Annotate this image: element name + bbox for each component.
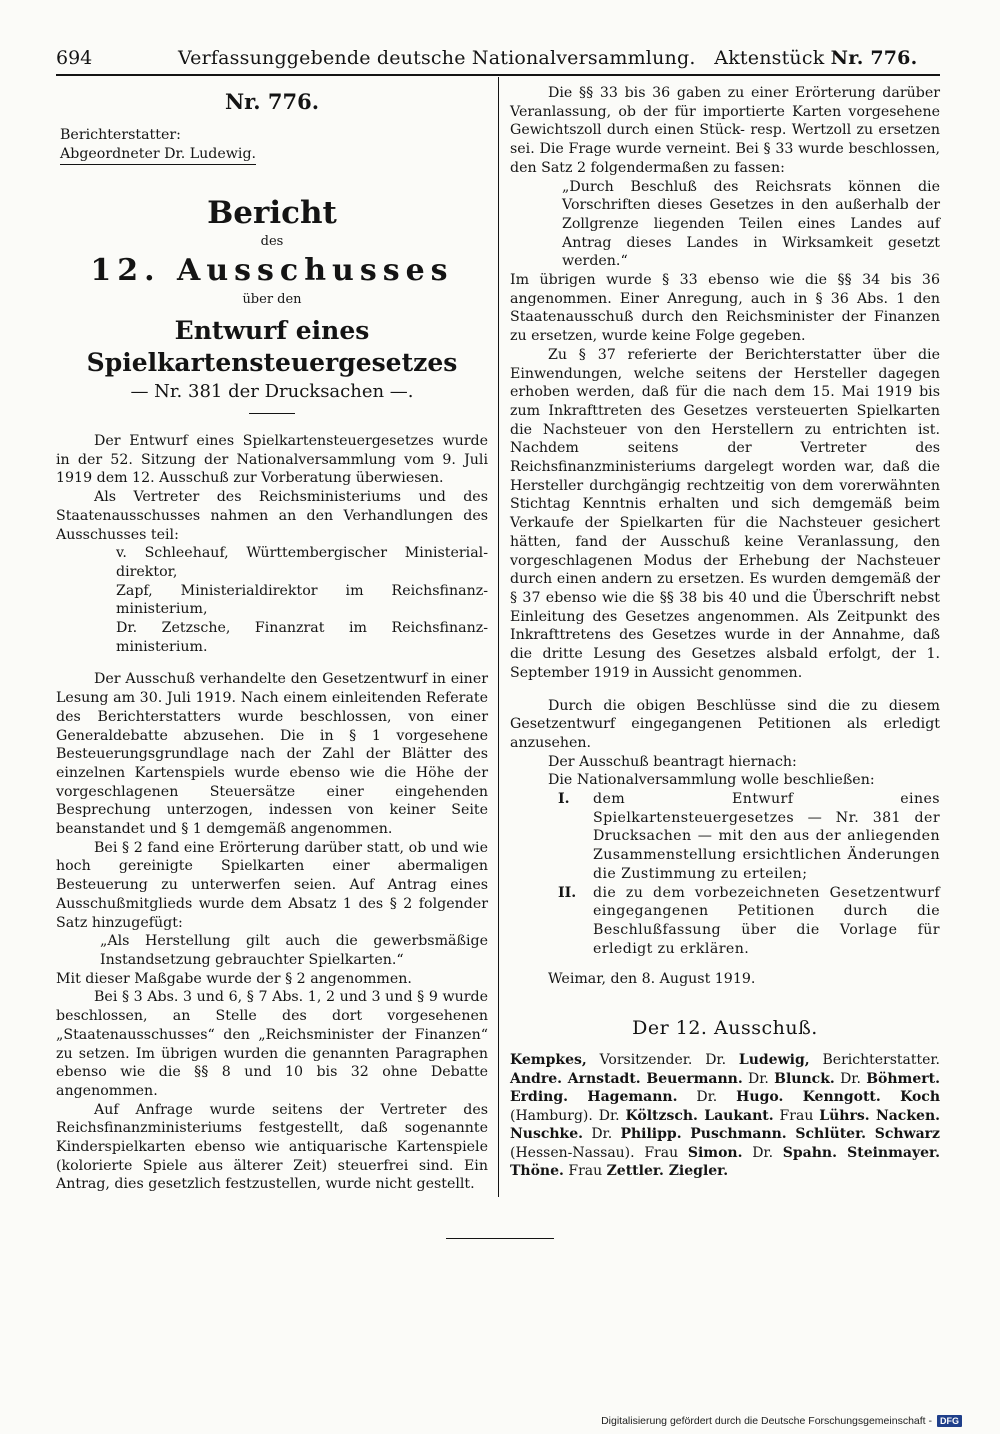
member-name: Lührs. Nacken. Nuschke. [510,1107,940,1143]
resolution-marker: I. [558,791,570,808]
resolution-marker: II. [558,884,577,901]
paragraph: Der Ausschuß verhandelte den Gesetzentwurf in einer Lesung am 30. Juli 1919. Nach einem einleitenden Referate des Berichterstatters wurde beschlossen, von einer Generaldebatte abzusehen. Die in § 1 vorgesehene Besteuerungsgrundlage nach der Zahl der Blätter des einzelnen Kartenspiels wurde ebenso wie die Höhe der vorgeschlagenen Steuersätze einer eingehenden Besprechung unterzogen, indessen von keiner Seite beanstandet und § 1 demgemäß angenommen. [56,671,488,838]
document-number-title: Nr. 776. [224,89,320,114]
member-role: Dr. [834,1070,867,1087]
place-date: Weimar, den 8. August 1919. [548,971,756,988]
member-name: Hugo. Kenngott. Koch [736,1089,941,1106]
member-role: Dr. [583,1126,621,1143]
member-role: Dr. [677,1089,737,1106]
member-name: Költzsch. Laukant. [625,1107,774,1124]
resolution-text: dem Entwurf eines Spielkartensteuergesetzes — Nr. 381 der Drucksachen — mit den aus der anliegenden Zusammenstellung ersichtlichen Änderungen die Zustimmung zu erteilen; [593,791,940,882]
spacer [510,683,940,697]
report-title: Bericht [207,195,337,231]
member-name: Ludewig, [738,1052,810,1069]
representatives-list [116,544,488,656]
paragraph: Der Entwurf eines Spielkartensteuergesetzes wurde in der 52. Sitzung der Nationalversammlung vom 9. Juli 1919 dem 12. Ausschuß zur Vorberatung überwiesen. [56,433,488,487]
member-name: Spahn. Steinmayer. Thöne. [510,1144,940,1180]
member-name: Kempkes, [510,1052,587,1069]
spacer [56,656,488,670]
member-name: Simon. [687,1144,743,1161]
page-header [56,45,940,71]
footer-credit-text: Digitalisierung gefördert durch die Deutsche Forschungsgemeinschaft - [601,1415,932,1427]
member-role: Dr. [742,1144,783,1161]
committee-title: 12. Ausschusses [90,253,454,288]
paragraph: Der Ausschuß beantragt hiernach: [548,753,797,770]
column-divider [498,77,499,1197]
quotation: „Durch Beschluß des Reichsrats können die Vorschriften dieses Gesetzes in den außerhalb der Zollgrenze liegenden Teilen eines Landes auf Antrag dieses Landes in Wirksamkeit gesetzt werden.“ [562,178,940,270]
member-name: Philipp. Puschmann. Schlüter. Schwarz [620,1126,941,1143]
end-rule [446,1238,554,1239]
member-role: Vorsitzender. Dr. [586,1052,739,1069]
member-role: (Hessen-Nassau). Frau [510,1144,688,1161]
member-role: (Hamburg). Dr. [510,1107,626,1124]
member-name: Andre. Arnstadt. Beuermann. [510,1070,743,1087]
paragraph: Bei § 2 fand eine Erörterung darüber statt, ob und wie hoch gereinigte Spielkarten einer abermaligen Besteuerung zu unterwerfen seien. Auf Antrag eines Ausschußmitglieds wurde dem Absatz 1 des § 2 folgender Satz hinzugefügt: [56,839,488,931]
resolution-text: die zu dem vorbezeichneten Gesetzentwurf eingegangenen Petitionen durch die Beschlußfassung über die Vorlage für erledigt zu erklären. [593,884,940,957]
doc-number: Nr. 776. [830,47,918,69]
member-name: Böhmert. Erding. Hagemann. [510,1070,940,1106]
member-role: Frau [563,1163,607,1180]
page-number: 694 [56,47,93,69]
member-role: Dr. [742,1070,775,1087]
member-role: Berichterstatter. [809,1052,940,1069]
member-name: Blunck. [774,1070,835,1087]
committee-members [510,1051,940,1181]
reporter-name: Abgeordneter Dr. Ludewig. [60,145,256,165]
left-column [56,84,488,1194]
paragraph: Im übrigen wurde § 33 ebenso wie die §§ 34 bis 36 angenommen. Einer Anregung, auch in § 36 Abs. 1 den Staatenausschuß durch den Reichsminister der Finanzen zu ersetzen, wurde keine Folge gegeben. [510,272,940,345]
drucksache-reference: — Nr. 381 der Drucksachen —. [130,381,414,402]
title-ueber-den: über den [242,292,302,307]
member-role: Frau [773,1107,820,1124]
title-des: des [260,234,284,249]
committee-signature: Der 12. Ausschuß. [632,1017,818,1040]
paragraph: Die §§ 33 bis 36 gaben zu einer Erörterung darüber Veranlassung, ob der für importierte Karten vorgesehene Gewichtszoll durch einen Stück- resp. Wertzoll zu ersetzen sei. Die Frage wurde verneint. Bei § 33 wurde beschlossen, den Satz 2 folgendermaßen zu fassen: [510,85,940,176]
footer-credit [601,1414,962,1428]
paragraph: Mit dieser Maßgabe wurde der § 2 angenommen. [56,970,412,987]
paragraph: Als Vertreter des Reichsministeriums und des Staatenausschusses nahmen an den Verhandlungen des Ausschusses teil: [56,489,488,543]
resolution-item [558,884,940,959]
paragraph: Durch die obigen Beschlüsse sind die zu diesem Gesetzentwurf eingegangenen Petitionen als erledigt anzusehen. [510,697,940,751]
list-item: Dr. Zetzsche, Finanzrat im Reichsfinanz-ministerium. [116,620,488,655]
doc-label: Aktenstück [714,47,825,69]
resolution-item [558,790,940,884]
paragraph: Zu § 37 referierte der Berichterstatter über die Einwendungen, welche seitens der Hersteller dagegen erhoben werden, daß für die nach dem 15. Mai 1919 bis zum Inkrafttreten des Gesetzes versteuerten Spielkarten die Nachsteuer von den Herstellern zu entrichten ist. Nachdem seitens der Vertreter des Reichsfinanzministeriums dargelegt worden war, daß die Hersteller durchgängig rechtzeitig von dem vorerwähnten Stichtag Kenntnis erhalten und sich demgemäß beim Verkaufe der Spielkarten für die Nachsteuer gesichert hätten, fand der Ausschuß keine Veranlassung, den vorgeschlagenen Modus der Erhebung der Nachsteuer durch einen andern zu ersetzen. Es wurden demgemäß der § 37 ebenso wie die §§ 38 bis 40 und die Überschrift nebst Einleitung des Gesetzes angenommen. Als Zeitpunkt des Inkrafttretens des Gesetzes wurde in der Annahme, daß die dritte Lesung des Gesetzes alsbald erfolgt, der 1. September 1919 in Aussicht genommen. [510,346,940,681]
resolution-list [558,790,940,958]
running-title-text: Verfassunggebende deutsche Nationalversammlung. [178,47,696,69]
list-item: Zapf, Ministerialdirektor im Reichsfinanz-ministerium, [116,582,488,618]
title-rule [249,413,295,414]
quotation: „Als Herstellung gilt auch die gewerbsmäßige Instandsetzung gebrauchter Spielkarten.“ [100,933,488,968]
bill-title: Entwurf eines Spielkartensteuergesetzes [86,316,458,377]
member-name: Zettler. Ziegler. [606,1163,729,1180]
reporter-block [60,126,488,165]
list-item: v. Schleehauf, Württembergischer Ministerial-direktor, [116,545,488,580]
paragraph: Auf Anfrage wurde seitens der Vertreter des Reichsfinanzministeriums festgestellt, daß sogenannte Kinderspielkarten ebenso wie antiquarische Kartenspiele (kolorierte Spiele aus älterer Zeit) steuerfrei sind. Ein Antrag, dies gesetzlich festzustellen, wurde nicht gestellt. [56,1101,488,1193]
dfg-logo: DFG [937,1415,962,1427]
header-rule [56,74,940,76]
paragraph: Die Nationalversammlung wolle beschließen: [548,772,875,789]
right-column [510,84,940,1181]
reporter-label: Berichterstatter: [60,127,181,143]
paragraph: Bei § 3 Abs. 3 und 6, § 7 Abs. 1, 2 und 3 und § 9 wurde beschlossen, an Stelle des dort vorgesehenen „Staatenausschusses“ den „Reichsminister der Finanzen“ zu setzen. Im übrigen wurden die genannten Paragraphen ebenso wie die §§ 8 und 10 bis 32 ohne Debatte angenommen. [56,989,488,1099]
running-title [178,45,917,71]
